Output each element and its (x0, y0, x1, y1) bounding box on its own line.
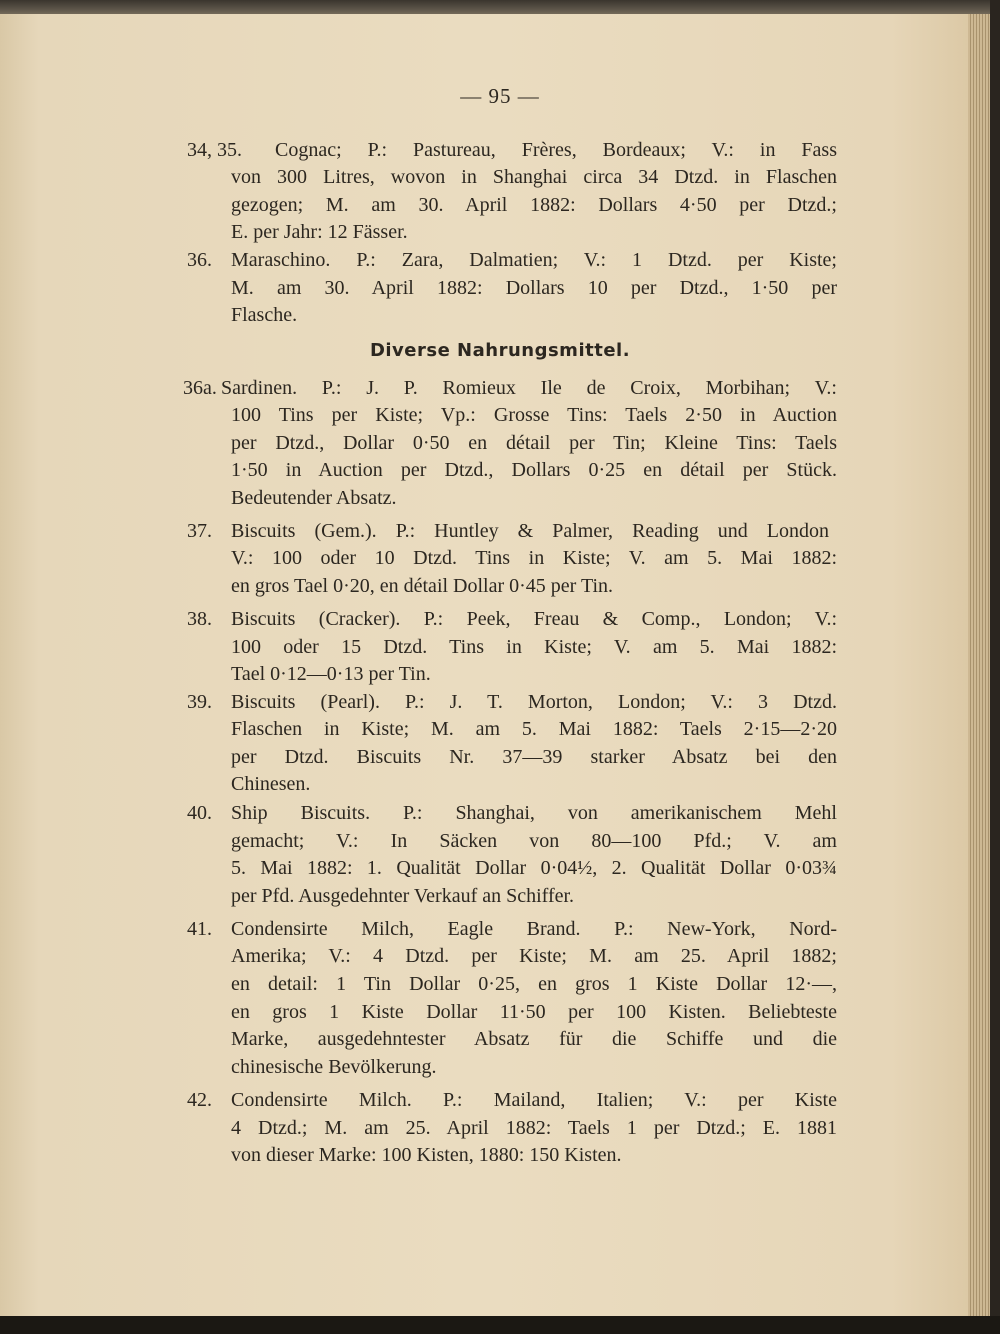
entry-line: Condensirte Milch, Eagle Brand. P.: New-York, Nord- (231, 918, 837, 940)
entry-line: Flaschen in Kiste; M. am 5. Mai 1882: Taels 2·15—2·20 (231, 718, 837, 740)
entry-line: Ship Biscuits. P.: Shanghai, von amerikanischem Mehl (231, 802, 837, 824)
entry-line: Maraschino. P.: Zara, Dalmatien; V.: 1 Dtzd. per Kiste; (231, 249, 837, 271)
entry-line: per Pfd. Ausgedehnter Verkauf an Schiffer. (231, 885, 575, 907)
entry-line: V.: 100 oder 10 Dtzd. Tins in Kiste; V. am 5. Mai 1882: (231, 547, 837, 569)
entry-line: Chinesen. (231, 773, 311, 795)
entry-line: Biscuits (Gem.). P.: Huntley & Palmer, Reading und London (231, 520, 829, 542)
entry-number: 40. (187, 802, 212, 824)
entry-line: Condensirte Milch. P.: Mailand, Italien; V.: per Kiste (231, 1089, 837, 1111)
entry-number: 36. (187, 249, 212, 271)
entry-line: Amerika; V.: 4 Dtzd. per Kiste; M. am 25. April 1882; (231, 945, 837, 967)
entry-number: 36a. (183, 377, 217, 399)
entry-line: per Dtzd. Biscuits Nr. 37—39 starker Absatz bei den (231, 746, 837, 768)
book-cover-edge (990, 0, 1000, 1334)
entry-line: 1·50 in Auction per Dtzd., Dollars 0·25 en détail per Stück. (231, 459, 837, 481)
entry-line: M. am 30. April 1882: Dollars 10 per Dtzd., 1·50 per (231, 277, 837, 299)
entry-line: 5. Mai 1882: 1. Qualität Dollar 0·04½, 2. Qualität Dollar 0·03¾ (231, 857, 837, 879)
entry-line: E. per Jahr: 12 Fässer. (231, 221, 408, 243)
entry-line: Biscuits (Cracker). P.: Peek, Freau & Comp., London; V.: (231, 608, 837, 630)
entry-line: en gros 1 Kiste Dollar 11·50 per 100 Kisten. Beliebteste (231, 1001, 837, 1023)
page-number: — 95 — (460, 84, 540, 108)
entry-line: gezogen; M. am 30. April 1882: Dollars 4·50 per Dtzd.; (231, 194, 837, 216)
entry-line: Marke, ausgedehntester Absatz für die Schiffe und die (231, 1028, 837, 1050)
entry-line: von 300 Litres, wovon in Shanghai circa 34 Dtzd. in Flaschen (231, 166, 837, 188)
entry-number: 42. (187, 1089, 212, 1111)
section-heading: Diverse Nahrungsmittel. (369, 340, 631, 361)
page-edges (968, 14, 990, 1316)
entry-line: von dieser Marke: 100 Kisten, 1880: 150 Kisten. (231, 1144, 622, 1166)
entry-number: 34, 35. (187, 139, 242, 161)
entry-line: Sardinen. P.: J. P. Romieux Ile de Croix, Morbihan; V.: (221, 377, 837, 399)
entry-line: Bedeutender Absatz. (231, 487, 397, 509)
entry-line: gemacht; V.: In Säcken von 80—100 Pfd.; V. am (231, 830, 837, 852)
entry-line: en detail: 1 Tin Dollar 0·25, en gros 1 Kiste Dollar 12·—, (231, 973, 837, 995)
entry-line: 4 Dtzd.; M. am 25. April 1882: Taels 1 per Dtzd.; E. 1881 (231, 1117, 837, 1139)
entry-line: Cognac; P.: Pastureau, Frères, Bordeaux; V.: in Fass (275, 139, 837, 161)
entry-line: Flasche. (231, 304, 298, 326)
entry-line: Biscuits (Pearl). P.: J. T. Morton, London; V.: 3 Dtzd. (231, 691, 837, 713)
entry-number: 41. (187, 918, 212, 940)
entry-line: chinesische Bevölkerung. (231, 1056, 437, 1078)
entry-number: 38. (187, 608, 212, 630)
entry-line: per Dtzd., Dollar 0·50 en détail per Tin; Kleine Tins: Taels (231, 432, 837, 454)
entry-line: Tael 0·12—0·13 per Tin. (231, 663, 431, 685)
entry-line: 100 oder 15 Dtzd. Tins in Kiste; V. am 5. Mai 1882: (231, 636, 837, 658)
entry-line: 100 Tins per Kiste; Vp.: Grosse Tins: Taels 2·50 in Auction (231, 404, 837, 426)
book-bottom-edge (0, 1316, 1000, 1334)
entry-number: 37. (187, 520, 212, 542)
entry-line: en gros Tael 0·20, en détail Dollar 0·45 per Tin. (231, 575, 614, 597)
entry-number: 39. (187, 691, 212, 713)
